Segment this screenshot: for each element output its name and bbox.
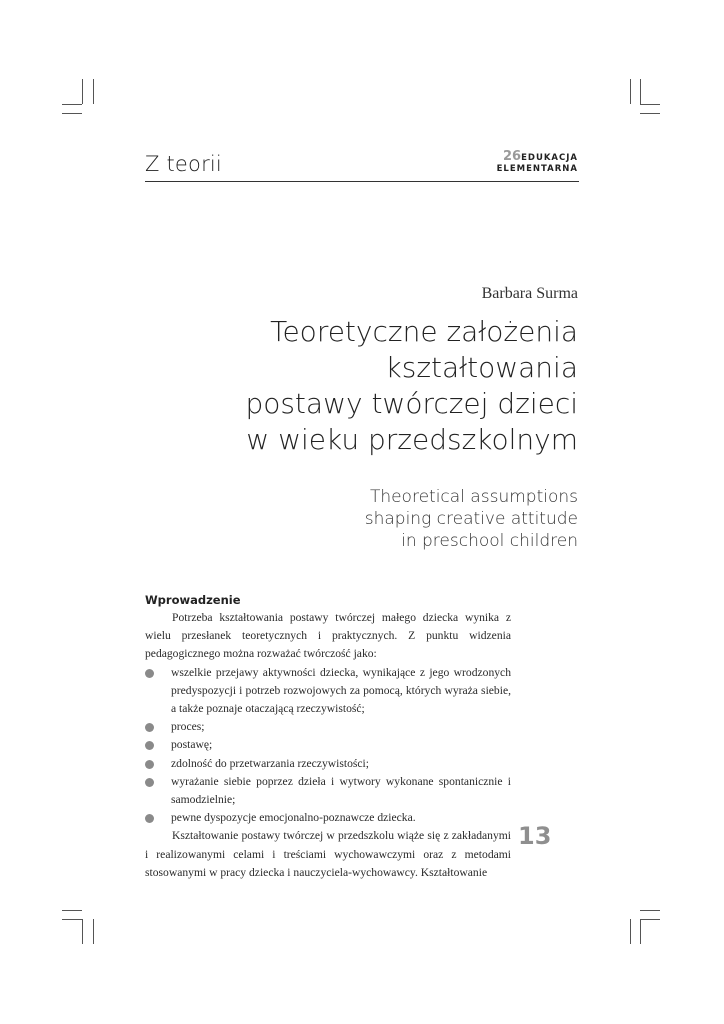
bullet-icon [145,760,154,769]
bullet-icon [145,723,154,732]
list-item [145,755,511,773]
title-line: kształtowania [385,351,578,384]
crop-mark [630,919,631,944]
crop-mark [640,104,660,105]
crop-mark [640,919,641,944]
list-item-text: postawę; [171,738,213,752]
crop-mark [62,113,82,114]
intro-paragraph: Potrzeba kształtowania postawy twórczej małego dziecka wynika z wielu przesłanek teoretycznych i praktycznych. Z punktu widzenia pedagogicznego można rozważać twórczość jako: [145,611,511,661]
bullet-icon [145,669,154,678]
journal-number: 26 [502,149,522,164]
subtitle-line: in preschool children [401,531,578,551]
list-item [145,773,511,809]
title-line: w wieku przedszkolnym [246,423,578,456]
article-title [178,314,578,458]
section-title: Z teorii [145,152,222,176]
crop-mark [62,919,82,920]
closing-paragraph: Kształtowanie postawy twórczej w przedszkolu wiąże się z zakładanymi i realizowanymi celami i treściami wychowawczymi oraz z metodami stosowanymi w pracy dziecka i nauczyciela-wychowawcy. Kształtowanie [145,829,511,879]
section-heading: Wprowadzenie [145,593,241,607]
title-line: postawy twórczej dzieci [245,387,578,420]
list-item [145,718,511,736]
article-body [145,592,511,882]
crop-mark [640,919,660,920]
journal-name-line1: EDUKACJA [521,153,578,163]
list-item [145,736,511,754]
crop-mark [640,910,660,911]
crop-mark [93,919,94,944]
crop-mark [62,104,82,105]
author: Barbara Surma [481,285,578,302]
journal-name-line2: ELEMENTARNA [496,164,578,174]
crop-mark [630,79,631,104]
crop-mark [640,113,660,114]
subtitle-line: Theoretical assumptions [369,487,578,507]
list-item-text: pewne dyspozycje emocjonalno-poznawcze dziecka. [171,811,416,825]
article-subtitle [248,486,578,552]
bullet-icon [145,814,154,823]
list-item-text: wyrażanie siebie poprzez dzieła i wytwory wykonane spontanicznie i samodzielnie; [171,774,511,807]
list-item-text: proces; [171,720,205,734]
list-item [145,809,511,827]
subtitle-line: shaping creative attitude [364,509,578,529]
crop-mark [640,79,641,104]
list-item [145,664,511,719]
header-rule [145,181,579,182]
bullet-icon [145,741,154,750]
page-number: 13 [518,822,552,850]
crop-mark [93,79,94,104]
crop-mark [62,910,82,911]
title-line: Teoretyczne założenia [270,315,578,348]
journal-logo [497,150,578,175]
list-item-text: zdolność do przetwarzania rzeczywistości; [171,756,369,770]
crop-mark [82,79,83,104]
bullet-icon [145,778,154,787]
crop-mark [82,919,83,944]
list-item-text: wszelkie przejawy aktywności dziecka, wynikające z jego wrodzonych predyspozycji i potrzeb rozwojowych za pomocą, których wyraża siebie, a także poznaje otaczającą rzeczywistość; [171,665,511,716]
